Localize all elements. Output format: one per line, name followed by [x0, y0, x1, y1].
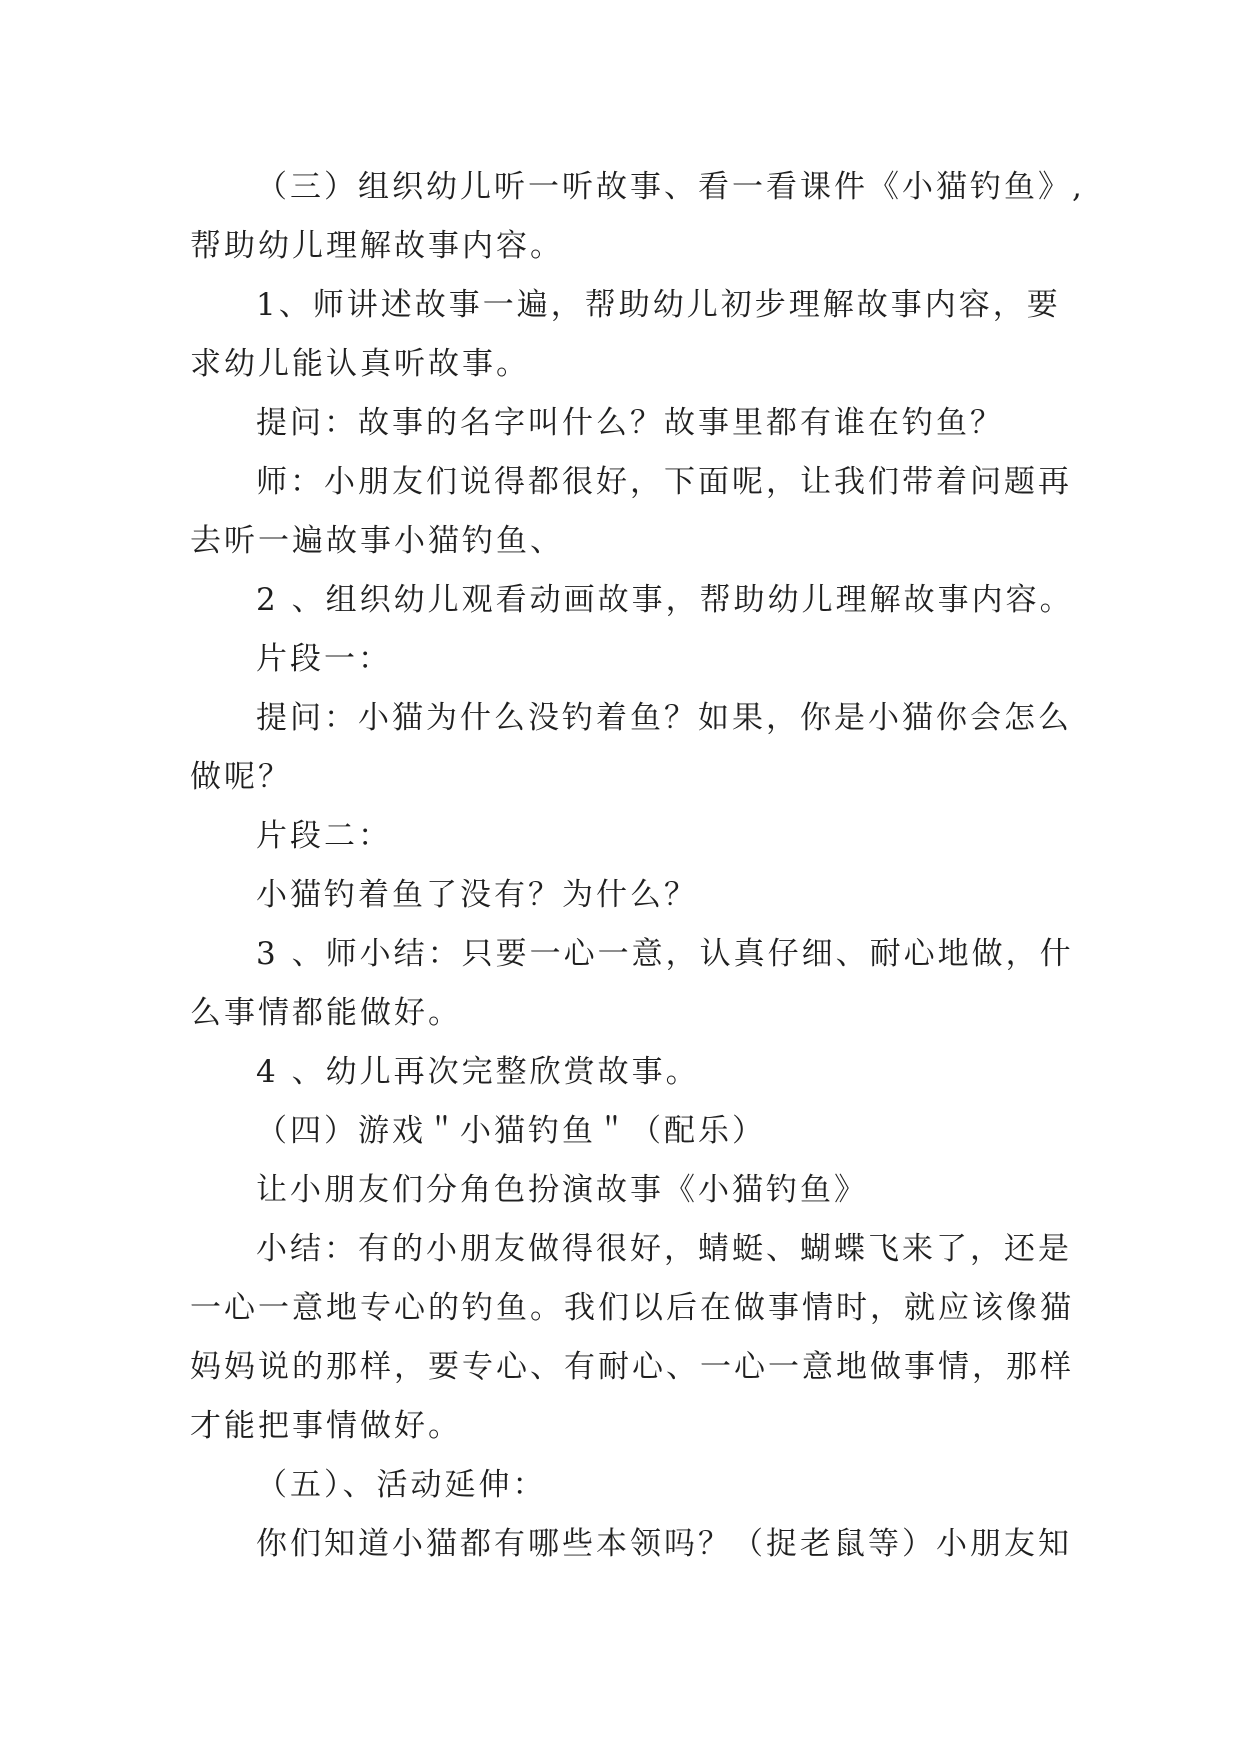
text-line: 2 、组织幼儿观看动画故事，帮助幼儿理解故事内容。 [256, 582, 1074, 618]
document-body [190, 158, 1085, 1574]
text-line: （五）、活动延伸： [256, 1467, 547, 1503]
text-line: 才能把事情做好。 [190, 1408, 462, 1444]
text-line: （四）游戏＂小猫钓鱼＂（配乐） [256, 1113, 766, 1149]
text-line: 1、师讲述故事一遍，帮助幼儿初步理解故事内容，要 [256, 287, 1061, 323]
text-line: 师：小朋友们说得都很好，下面呢，让我们带着问题再 [256, 464, 1072, 500]
text-line: 片段二： [256, 818, 392, 854]
text-line: 帮助幼儿理解故事内容。 [190, 228, 564, 264]
text-line: 4 、幼儿再次完整欣赏故事。 [256, 1054, 700, 1090]
text-line: 提问：故事的名字叫什么？故事里都有谁在钓鱼？ [256, 405, 1004, 441]
text-line: 小结：有的小朋友做得很好，蜻蜓、蝴蝶飞来了，还是 [256, 1231, 1072, 1267]
text-line: 去听一遍故事小猫钓鱼、 [190, 523, 564, 559]
text-line: 片段一： [256, 641, 392, 677]
text-line: 一心一意地专心的钓鱼。我们以后在做事情时，就应该像猫 [190, 1290, 1074, 1326]
text-line: 提问：小猫为什么没钓着鱼？如果，你是小猫你会怎么 [256, 700, 1072, 736]
text-line: 你们知道小猫都有哪些本领吗？（捉老鼠等）小朋友知 [256, 1526, 1072, 1562]
text-line: 做呢？ [190, 759, 292, 795]
text-line: （三）组织幼儿听一听故事、看一看课件《小猫钓鱼》, [256, 169, 1085, 205]
text-line: 3 、师小结：只要一心一意，认真仔细、耐心地做，什 [256, 936, 1074, 972]
text-line: 小猫钓着鱼了没有？为什么？ [256, 877, 698, 913]
text-line: 么事情都能做好。 [190, 995, 462, 1031]
text-line: 妈妈说的那样，要专心、有耐心、一心一意地做事情，那样 [190, 1349, 1074, 1385]
text-line: 求幼儿能认真听故事。 [190, 346, 530, 382]
text-line: 让小朋友们分角色扮演故事《小猫钓鱼》 [256, 1172, 868, 1208]
